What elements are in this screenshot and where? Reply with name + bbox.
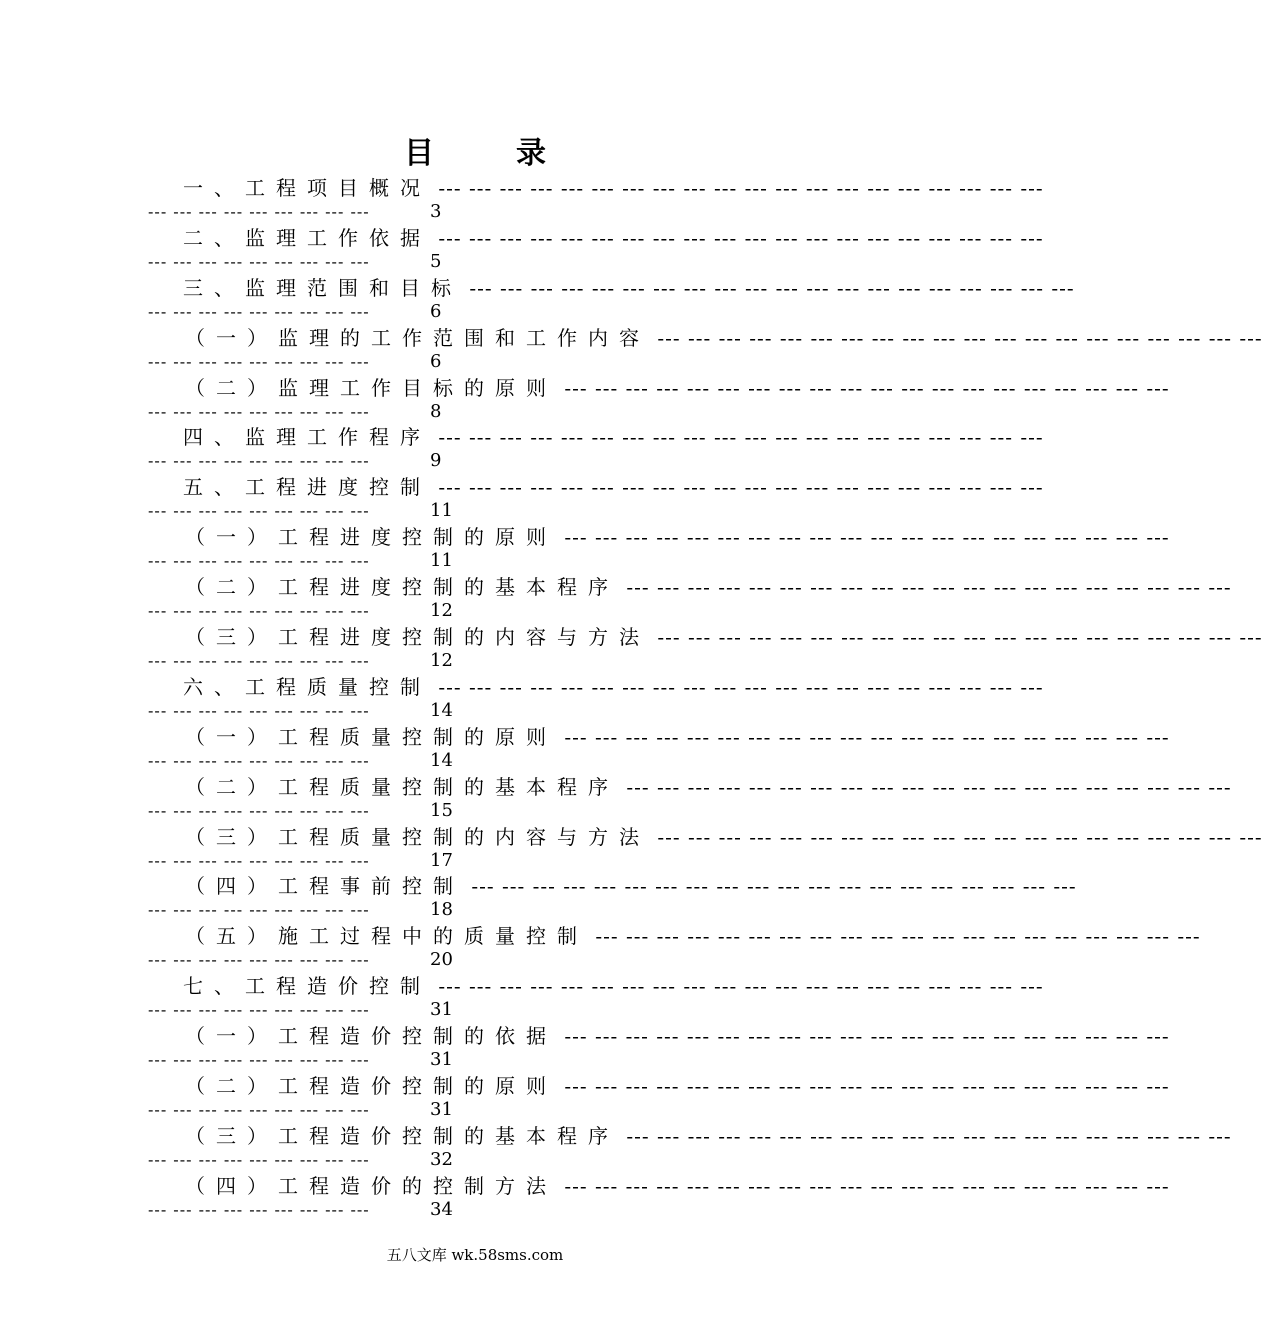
toc-page-number: 9 bbox=[430, 450, 442, 472]
toc-page-number: 3 bbox=[430, 201, 442, 222]
toc-page-number: 31 bbox=[430, 999, 453, 1021]
toc-entry-continuation bbox=[148, 749, 790, 773]
toc-entry-line bbox=[185, 1173, 1170, 1199]
toc-page-number: 8 bbox=[430, 400, 442, 422]
toc-leader-dots: --- --- --- --- --- --- --- --- --- bbox=[148, 700, 370, 720]
toc-entry bbox=[0, 471, 1044, 522]
toc-entry bbox=[0, 671, 1044, 721]
toc-entry bbox=[0, 1120, 1232, 1170]
toc-entry bbox=[0, 721, 1170, 771]
toc-entry bbox=[0, 870, 1077, 921]
toc-entry-label: （一）工程造价控制的依据 bbox=[185, 1024, 557, 1049]
toc-entry-label: （一）工程质量控制的原则 bbox=[185, 724, 557, 749]
toc-page-number: 12 bbox=[430, 600, 453, 622]
toc-page-number: 31 bbox=[430, 1049, 453, 1071]
toc-entry bbox=[0, 1070, 1170, 1121]
toc-page-number: 34 bbox=[430, 1198, 453, 1220]
toc-entry-continuation bbox=[148, 649, 790, 673]
toc-title-part2: 录 bbox=[516, 136, 546, 171]
toc-entry-continuation bbox=[148, 1098, 790, 1122]
toc-page-number: 14 bbox=[430, 699, 453, 721]
toc-title-part1: 目 bbox=[404, 136, 434, 171]
toc-entry-label: 六、工程质量控制 bbox=[183, 674, 431, 699]
toc-entry-label: （一）工程进度控制的原则 bbox=[185, 525, 557, 550]
toc-entry-line bbox=[185, 1073, 1170, 1099]
toc-entry bbox=[0, 322, 1263, 372]
toc-leader-dots: --- --- --- --- --- --- --- --- --- --- --- --- --- --- --- --- --- --- --- --- bbox=[650, 824, 1263, 849]
toc-page-number: 11 bbox=[430, 550, 453, 572]
toc-entry-line bbox=[183, 424, 1044, 450]
toc-leader-dots: --- --- --- --- --- --- --- --- --- bbox=[148, 850, 370, 870]
toc-leader-dots: --- --- --- --- --- --- --- --- --- bbox=[148, 950, 370, 970]
toc-entry-label: （二）工程造价控制的原则 bbox=[185, 1074, 557, 1099]
toc-leader-dots: --- --- --- --- --- --- --- --- --- --- --- --- --- --- --- --- --- --- --- --- bbox=[431, 974, 1044, 999]
toc-leader-dots: --- --- --- --- --- --- --- --- --- --- --- --- --- --- --- --- --- --- --- --- bbox=[619, 1123, 1232, 1148]
toc-leader-dots: --- --- --- --- --- --- --- --- --- --- --- --- --- --- --- --- --- --- --- --- bbox=[557, 375, 1170, 400]
toc-entry-label: 一、工程项目概况 bbox=[183, 176, 431, 200]
toc-entry-line bbox=[185, 624, 1263, 650]
toc-entry-continuation bbox=[148, 599, 790, 623]
toc-page-number: 5 bbox=[430, 250, 442, 272]
toc-entry-continuation bbox=[148, 200, 790, 224]
toc-leader-dots: --- --- --- --- --- --- --- --- --- --- --- --- --- --- --- --- --- --- --- --- bbox=[650, 625, 1263, 650]
toc-entry-line bbox=[185, 574, 1232, 600]
toc-leader-dots: --- --- --- --- --- --- --- --- --- bbox=[148, 351, 370, 371]
toc-entry bbox=[0, 621, 1263, 672]
toc-entry-line bbox=[185, 524, 1170, 550]
toc-leader-dots: --- --- --- --- --- --- --- --- --- bbox=[148, 1199, 370, 1219]
toc-entry-continuation bbox=[148, 300, 790, 324]
toc-leader-dots: --- --- --- --- --- --- --- --- --- bbox=[148, 551, 370, 571]
toc-entry-label: （三）工程造价控制的基本程序 bbox=[185, 1123, 619, 1148]
toc-entry bbox=[0, 771, 1232, 821]
toc-leader-dots: --- --- --- --- --- --- --- --- --- bbox=[148, 601, 370, 621]
toc-entry-continuation bbox=[148, 849, 790, 873]
toc-entry-label: （四）工程事前控制 bbox=[185, 874, 464, 899]
toc-leader-dots: --- --- --- --- --- --- --- --- --- bbox=[148, 750, 370, 770]
toc-leader-dots: --- --- --- --- --- --- --- --- --- --- --- --- --- --- --- --- --- --- --- --- bbox=[462, 275, 1075, 300]
toc-entry-label: （一）监理的工作范围和工作内容 bbox=[185, 325, 650, 350]
toc-entry-continuation bbox=[148, 1048, 790, 1072]
toc-entry-label: （二）监理工作目标的原则 bbox=[185, 375, 557, 400]
toc-entry-line bbox=[185, 325, 1263, 351]
toc-leader-dots: --- --- --- --- --- --- --- --- --- --- --- --- --- --- --- --- --- --- --- --- bbox=[619, 774, 1232, 799]
toc-entry-label: （三）工程质量控制的内容与方法 bbox=[185, 824, 650, 849]
toc-entry-label: （二）工程质量控制的基本程序 bbox=[185, 774, 619, 799]
toc-entry-line bbox=[185, 375, 1170, 401]
toc-leader-dots: --- --- --- --- --- --- --- --- --- --- --- --- --- --- --- --- --- --- --- --- bbox=[557, 525, 1170, 550]
toc-entry bbox=[0, 372, 1170, 422]
toc-entry-line bbox=[185, 873, 1077, 899]
toc-leader-dots: --- --- --- --- --- --- --- --- --- --- --- --- --- --- --- --- --- --- --- --- bbox=[557, 1074, 1170, 1099]
toc-entry-line bbox=[185, 824, 1263, 850]
toc-entry-continuation bbox=[148, 400, 790, 424]
toc-leader-dots: --- --- --- --- --- --- --- --- --- bbox=[148, 1100, 370, 1120]
toc-entry-line bbox=[183, 674, 1044, 700]
toc-leader-dots: --- --- --- --- --- --- --- --- --- --- --- --- --- --- --- --- --- --- --- --- bbox=[557, 1024, 1170, 1049]
toc-page-number: 14 bbox=[430, 749, 453, 771]
toc-entry bbox=[0, 272, 1075, 322]
toc-leader-dots: --- --- --- --- --- --- --- --- --- --- --- --- --- --- --- --- --- --- --- --- bbox=[431, 475, 1044, 500]
toc-leader-dots: --- --- --- --- --- --- --- --- --- bbox=[148, 651, 370, 671]
footer-watermark: 五八文库 wk.58sms.com bbox=[386, 1246, 564, 1264]
toc-entry-line bbox=[185, 1023, 1170, 1049]
toc-entry-label: （四）工程造价的控制方法 bbox=[185, 1173, 557, 1198]
toc-leader-dots: --- --- --- --- --- --- --- --- --- --- --- --- --- --- --- --- --- --- --- --- bbox=[464, 874, 1077, 899]
toc-entry bbox=[0, 1020, 1170, 1071]
toc-entry bbox=[0, 521, 1170, 572]
toc-leader-dots: --- --- --- --- --- --- --- --- --- bbox=[148, 900, 370, 920]
toc-entry-line bbox=[183, 175, 1044, 201]
toc-entry-continuation bbox=[148, 799, 790, 823]
toc-entry-line bbox=[183, 275, 1075, 301]
toc-entry-line bbox=[185, 724, 1170, 750]
toc-entry bbox=[0, 920, 1201, 971]
toc-title bbox=[0, 128, 950, 172]
toc-leader-dots: --- --- --- --- --- --- --- --- --- bbox=[148, 1000, 370, 1020]
toc-entry-label: 三、监理范围和目标 bbox=[183, 275, 462, 300]
toc-entry-line bbox=[185, 1123, 1232, 1149]
toc-entry-label: （二）工程进度控制的基本程序 bbox=[185, 575, 619, 600]
toc-entry-line bbox=[185, 923, 1201, 949]
toc-entry-label: 五、工程进度控制 bbox=[183, 475, 431, 500]
toc-entry bbox=[0, 1170, 1170, 1220]
toc-entry-line bbox=[183, 973, 1044, 999]
toc-entry-label: （五）施工过程中的质量控制 bbox=[185, 924, 588, 949]
toc-page-number: 11 bbox=[430, 500, 453, 522]
toc-entry-continuation bbox=[148, 998, 790, 1022]
toc-entry-continuation bbox=[148, 250, 790, 274]
toc-leader-dots: --- --- --- --- --- --- --- --- --- --- --- --- --- --- --- --- --- --- --- --- bbox=[557, 1173, 1170, 1198]
toc-entry-continuation bbox=[148, 1148, 790, 1172]
toc-page-number: 17 bbox=[430, 849, 453, 871]
toc-entry bbox=[0, 970, 1044, 1021]
toc-leader-dots: --- --- --- --- --- --- --- --- --- --- --- --- --- --- --- --- --- --- --- --- bbox=[588, 924, 1201, 949]
toc-leader-dots: --- --- --- --- --- --- --- --- --- bbox=[148, 301, 370, 321]
toc-leader-dots: --- --- --- --- --- --- --- --- --- bbox=[148, 401, 370, 421]
toc-entry-line bbox=[185, 774, 1232, 800]
toc-page-number: 31 bbox=[430, 1099, 453, 1121]
toc-page-number: 32 bbox=[430, 1148, 453, 1170]
toc-entry-line bbox=[183, 225, 1044, 251]
toc-entry bbox=[0, 172, 1044, 222]
toc-page-number: 12 bbox=[430, 650, 453, 672]
toc-page-number: 6 bbox=[430, 300, 442, 322]
toc-entry-continuation bbox=[148, 948, 790, 972]
toc-entry bbox=[0, 571, 1232, 622]
toc-entry-label: 七、工程造价控制 bbox=[183, 974, 431, 999]
toc-leader-dots: --- --- --- --- --- --- --- --- --- bbox=[148, 501, 370, 521]
toc-leader-dots: --- --- --- --- --- --- --- --- --- --- --- --- --- --- --- --- --- --- --- --- bbox=[431, 176, 1044, 200]
toc-entry bbox=[0, 421, 1044, 472]
toc-entry-continuation bbox=[148, 549, 790, 573]
toc-entry-label: 二、监理工作依据 bbox=[183, 225, 431, 250]
toc-entry-line bbox=[183, 474, 1044, 500]
toc-leader-dots: --- --- --- --- --- --- --- --- --- --- --- --- --- --- --- --- --- --- --- --- bbox=[431, 425, 1044, 450]
toc-leader-dots: --- --- --- --- --- --- --- --- --- --- --- --- --- --- --- --- --- --- --- --- bbox=[619, 575, 1232, 600]
toc-entry-continuation bbox=[148, 898, 790, 922]
toc-leader-dots: --- --- --- --- --- --- --- --- --- bbox=[148, 800, 370, 820]
toc-leader-dots: --- --- --- --- --- --- --- --- --- --- --- --- --- --- --- --- --- --- --- --- bbox=[431, 225, 1044, 250]
toc-entry bbox=[0, 222, 1044, 272]
toc-entry-continuation bbox=[148, 449, 790, 473]
toc-entry bbox=[0, 821, 1263, 871]
toc-entry-continuation bbox=[148, 699, 790, 723]
toc-leader-dots: --- --- --- --- --- --- --- --- --- bbox=[148, 251, 370, 271]
toc-page-number: 6 bbox=[430, 350, 442, 372]
toc-entry-label: 四、监理工作程序 bbox=[183, 425, 431, 450]
toc-leader-dots: --- --- --- --- --- --- --- --- --- bbox=[148, 1149, 370, 1169]
toc-page-number: 20 bbox=[430, 949, 453, 971]
toc-entry-label: （三）工程进度控制的内容与方法 bbox=[185, 625, 650, 650]
toc-leader-dots: --- --- --- --- --- --- --- --- --- bbox=[148, 1050, 370, 1070]
toc-leader-dots: --- --- --- --- --- --- --- --- --- --- --- --- --- --- --- --- --- --- --- --- bbox=[557, 724, 1170, 749]
toc-leader-dots: --- --- --- --- --- --- --- --- --- bbox=[148, 202, 370, 221]
toc-leader-dots: --- --- --- --- --- --- --- --- --- --- --- --- --- --- --- --- --- --- --- --- bbox=[650, 325, 1263, 350]
toc-page-number: 18 bbox=[430, 899, 453, 921]
table-of-contents bbox=[0, 172, 1263, 1220]
toc-entry-continuation bbox=[148, 1198, 790, 1222]
toc-leader-dots: --- --- --- --- --- --- --- --- --- bbox=[148, 451, 370, 471]
toc-page-number: 15 bbox=[430, 799, 453, 821]
toc-leader-dots: --- --- --- --- --- --- --- --- --- --- --- --- --- --- --- --- --- --- --- --- bbox=[431, 674, 1044, 699]
toc-entry-continuation bbox=[148, 350, 790, 374]
toc-entry-continuation bbox=[148, 499, 790, 523]
